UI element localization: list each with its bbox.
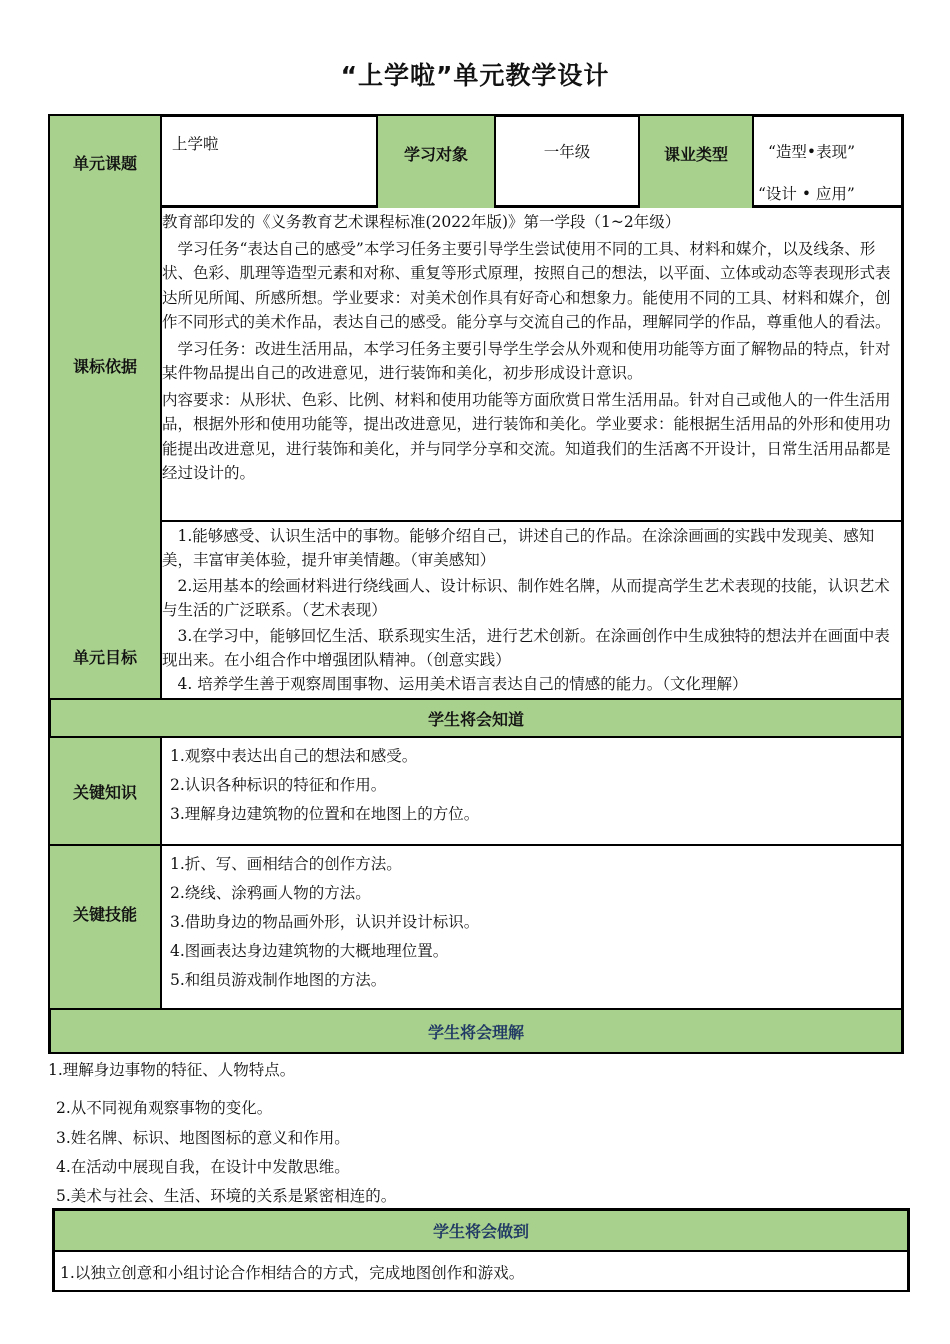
standards-paragraph: 内容要求：从形状、色彩、比例、材料和使用功能等方面欣赏日常生活用品。针对自己或他人的一件生活用品，根据外形和使用功能等，提出改进意见，进行装饰和美化。学业要求：能根据生活用品的外形和使用功能提出改进意见，进行装饰和美化，并与同学分享和交流。知道我们的生活离不开设计，日常生活用品都是经过设计的。 — [162, 390, 891, 482]
unit-topic-label: 单元课题 — [50, 116, 162, 208]
course-type-label: 课业类型 — [640, 116, 754, 208]
understand-header: 学生将会理解 — [48, 1010, 904, 1054]
goal-item: 2.运用基本的绘画材料进行绕线画人、设计标识、制作姓名牌，从而提高学生艺术表现的技能，认识艺术与生活的广泛联系。（艺术表现） — [162, 577, 890, 619]
standards-content — [162, 210, 902, 520]
unit-topic-value: 上学啦 — [162, 116, 378, 208]
standards-label: 课标依据 — [50, 208, 162, 522]
course-type-line1: “造型•表现” — [768, 143, 855, 161]
skill-item: 3.借助身边的物品画外形，认识并设计标识。 — [170, 913, 480, 931]
goal-item: 3.在学习中，能够回忆生活、联系现实生活，进行艺术创新。在涂画创作中生成独特的想法并在画面中表现出来。在小组合作中增强团队精神。（创意实践） — [162, 627, 890, 669]
know-header: 学生将会知道 — [48, 698, 904, 738]
knowledge-item: 1.观察中表达出自己的想法和感受。 — [170, 747, 418, 765]
page-title: “上学啦”单元教学设计 — [340, 61, 610, 90]
skill-item: 5.和组员游戏制作地图的方法。 — [170, 971, 387, 989]
knowledge-item: 2.认识各种标识的特征和作用。 — [170, 776, 387, 794]
goal-item: 4. 培养学生善于观察周围事物、运用美术语言表达自己的情感的能力。（文化理解） — [162, 675, 748, 693]
standards-paragraph: 教育部印发的《义务教育艺术课程标准(2022年版)》第一学段（1~2年级） — [162, 213, 681, 231]
knowledge-item: 3.理解身边建筑物的位置和在地图上的方位。 — [170, 805, 480, 823]
skill-item: 1.折、写、画相结合的创作方法。 — [170, 855, 402, 873]
audience-value: 一年级 — [496, 116, 640, 208]
standards-paragraph: 学习任务“表达自己的感受”本学习任务主要引导学生尝试使用不同的工具、材料和媒介，以及线条、形状、色彩、肌理等造型元素和对称、重复等形式原理，按照自己的想法，以平面、立体或动态等表现形式表达所见所闻、所感所想。学业要求：对美术创作具有好奇心和想象力。能使用不同的工具、材料和媒介，创作不同形式的美术作品，表达自己的感受。能分享与交流自己的作品，理解同学的作品，尊重他人的看法。 — [162, 239, 891, 331]
audience-label: 学习对象 — [378, 116, 496, 208]
goals-content — [162, 524, 902, 696]
goal-item: 1.能够感受、认识生活中的事物。能够介绍自己，讲述自己的作品。在涂涂画画的实践中发现美、感知美，丰富审美体验，提升审美情趣。（审美感知） — [162, 527, 875, 569]
do-header: 学生将会做到 — [52, 1208, 910, 1252]
knowledge-label: 关键知识 — [50, 738, 162, 844]
understand-item: 3.姓名牌、标识、地图图标的意义和作用。 — [56, 1129, 350, 1147]
do-item: 1.以独立创意和小组讨论合作相结合的方式，完成地图创作和游戏。 — [60, 1264, 525, 1282]
course-type-line2: “设计 • 应用” — [758, 185, 855, 203]
understand-item: 1.理解身边事物的特征、人物特点。 — [48, 1061, 296, 1079]
understand-item: 4.在活动中展现自我，在设计中发散思维。 — [56, 1158, 350, 1176]
understand-item: 2.从不同视角观察事物的变化。 — [56, 1099, 273, 1117]
skills-label: 关键技能 — [50, 846, 162, 1008]
skill-item: 4.图画表达身边建筑物的大概地理位置。 — [170, 942, 449, 960]
course-type-value — [754, 116, 902, 208]
understand-item: 5.美术与社会、生活、环境的关系是紧密相连的。 — [56, 1187, 397, 1205]
goals-label: 单元目标 — [50, 522, 162, 698]
standards-paragraph: 学习任务：改进生活用品，本学习任务主要引导学生学会从外观和使用功能等方面了解物品的特点，针对某件物品提出自己的改进意见，进行装饰和美化，初步形成设计意识。 — [162, 339, 891, 382]
skill-item: 2.绕线、涂鸦画人物的方法。 — [170, 884, 371, 902]
